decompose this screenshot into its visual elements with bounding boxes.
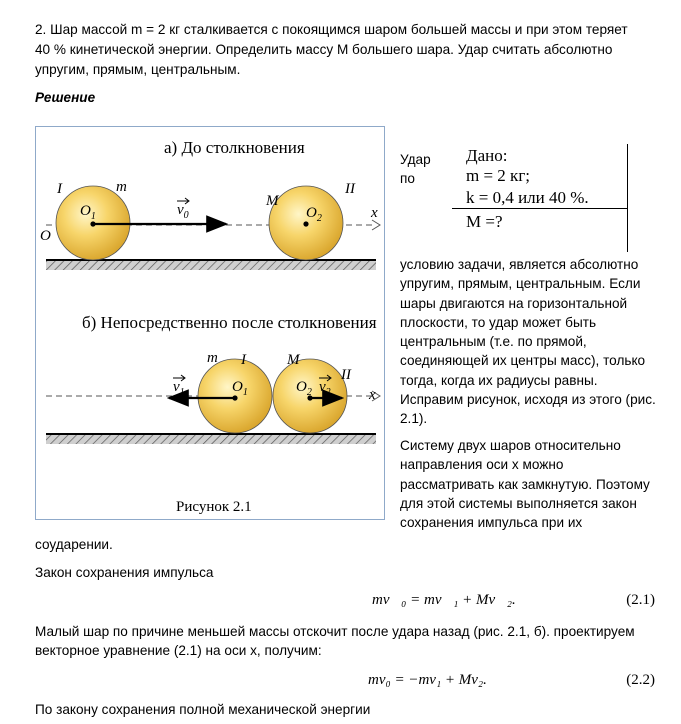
given-row-3: M =? — [466, 212, 503, 231]
caption-b: б) Непосредственно после столкновения — [82, 313, 377, 332]
law-energy-text: По закону сохранения полной механической энергии — [35, 702, 371, 717]
equation-2-2-number: (2.2) — [626, 672, 655, 688]
label-O1-a: $O_1$ — [80, 203, 96, 222]
label-m-b: m — [207, 350, 218, 366]
body-continuation: соударении. — [35, 537, 113, 552]
label-m-a: m — [116, 179, 127, 195]
side-p1-line: соединяющей их центры масс), только — [400, 353, 646, 369]
side-p1-line: 2.1). — [400, 411, 428, 427]
figure-2-1 — [35, 126, 385, 520]
label-O: O — [40, 228, 51, 244]
figure-drawing — [36, 127, 386, 521]
side-word-udar: Удар — [400, 152, 431, 167]
label-v2: $v_2$ — [319, 379, 331, 398]
side-p2-line: направления оси x можно — [400, 457, 564, 473]
side-p1-line: плоскости, то удар может быть — [400, 314, 597, 330]
given-row-2: k = 0,4 или 40 %. — [466, 188, 589, 207]
given-vertical-line — [627, 144, 628, 252]
label-v0: $v_0$ — [177, 202, 189, 221]
side-p1-line: Исправим рисунок, исходя из этого (рис. — [400, 392, 656, 408]
equation-2-1-number: (2.1) — [626, 592, 655, 608]
label-x-b: x — [369, 387, 376, 403]
side-paragraph-1 — [400, 255, 670, 429]
label-I-b: I — [241, 352, 246, 368]
label-v1: $v_1$ — [173, 379, 185, 398]
side-p1-line: упругим, прямым, центральным. Если — [400, 276, 641, 292]
center-o1-a — [90, 221, 95, 226]
side-p2-line: Системy двух шаров относительно — [400, 438, 621, 453]
floor-b — [46, 434, 376, 444]
side-p1-line: тогда, когда их радиусы равны. — [400, 372, 598, 388]
side-p1-line: центральным (т.е. по прямой, — [400, 334, 587, 350]
label-II-b: II — [341, 367, 351, 383]
side-p2-line: сохранения импульса при их — [400, 515, 583, 531]
side-p2-line: рассматривать как замкнутую. Поэтому — [400, 476, 650, 492]
equation-2-1: mv⃗₀ = mv⃗₁ + Mv⃗₂. — [372, 592, 516, 608]
center-o1-b — [232, 395, 237, 400]
figure-caption: Рисунок 2.1 — [176, 499, 252, 515]
solution-heading: Решение — [35, 90, 96, 105]
given-row-1: m = 2 кг; — [466, 166, 531, 185]
label-x-a: x — [371, 205, 378, 221]
problem-line-3: упругим, прямым, центральным. — [35, 62, 241, 77]
label-M-b: M — [287, 352, 300, 368]
center-o2-a — [303, 221, 308, 226]
given-block — [452, 132, 628, 254]
label-M-a: M — [266, 193, 279, 209]
side-paragraph-2 — [400, 436, 670, 532]
label-O2-a: $O_2$ — [306, 205, 322, 224]
label-O1-b: $O_1$ — [232, 379, 248, 398]
given-title: Дано: — [466, 146, 508, 165]
side-p1-line: условию задачи, является абсолютно — [400, 257, 639, 272]
caption-a: а) До столкновения — [164, 138, 305, 157]
equation-2-2: mv₀ = −mv₁ + Mv₂. — [368, 672, 487, 688]
side-p2-line: для этой системы выполняется закон — [400, 495, 637, 511]
side-p1-line: шары двигаются на горизонтальной — [400, 295, 628, 311]
label-II-a: II — [345, 181, 355, 197]
given-horizontal-line — [452, 208, 628, 209]
label-I-a: I — [57, 181, 62, 197]
body-after-line-1: Малый шар по причине меньшей массы отскочит после удара назад (рис. 2.1, б). проектируем — [35, 624, 635, 639]
floor-a — [46, 260, 376, 270]
problem-line-1: 2. Шар массой m = 2 кг сталкивается с покоящимся шаром большей массы и при этом теряет — [35, 22, 628, 37]
body-after-line-2: векторное уравнение (2.1) на оси x, получим: — [35, 643, 322, 658]
side-word-po: по — [400, 171, 415, 186]
label-O2-b: $O_2$ — [296, 379, 312, 398]
law-momentum-text: Закон сохранения импульса — [35, 565, 214, 580]
problem-line-2: 40 % кинетической энергии. Определить массу M большего шара. Удар считать абсолютно — [35, 42, 613, 57]
